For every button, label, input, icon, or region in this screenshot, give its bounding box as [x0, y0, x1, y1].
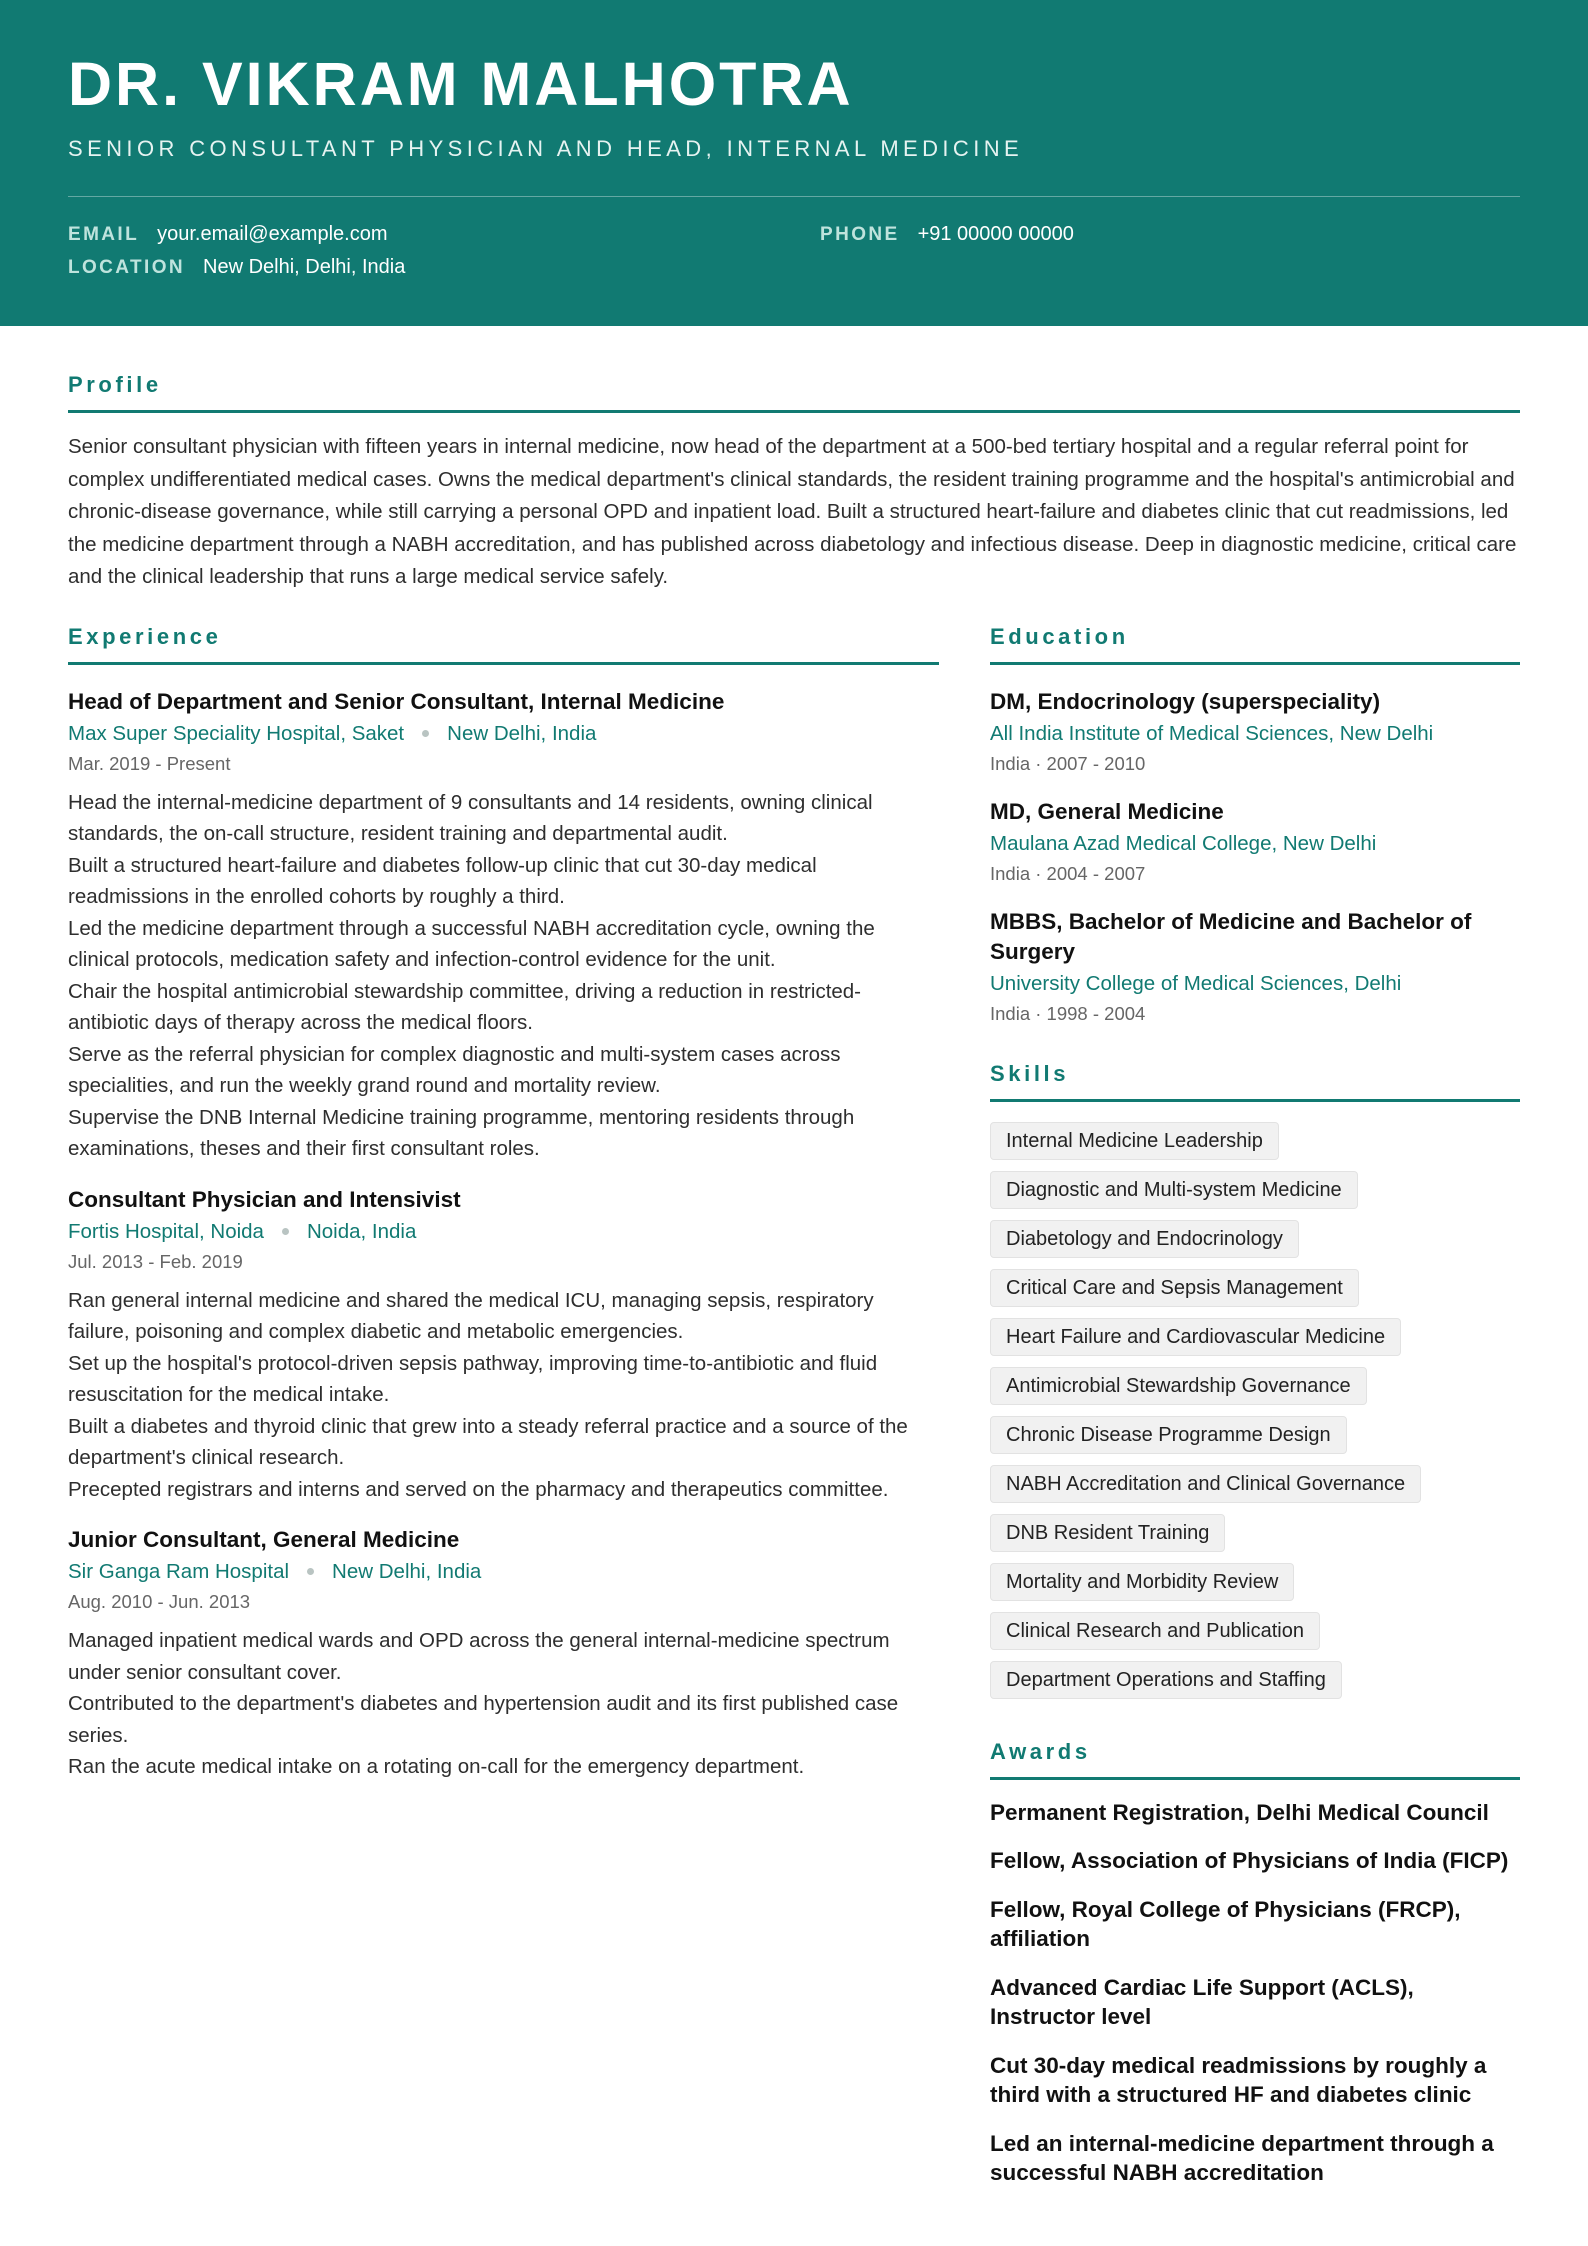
skills-section: [990, 1061, 1520, 1699]
contact-phone: [820, 223, 1520, 246]
job-organization: [68, 1218, 939, 1246]
skill-tag: Department Operations and Staffing: [990, 1661, 1342, 1699]
education-meta: India · 2004 - 2007: [990, 862, 1146, 884]
job-title: Junior Consultant, General Medicine: [68, 1527, 460, 1552]
candidate-name: DR. VIKRAM MALHOTRA: [68, 50, 854, 118]
award-item: Fellow, Association of Physicians of India (FICP): [990, 1848, 1509, 1873]
job-location: New Delhi, India: [447, 721, 597, 745]
skill-tag: Chronic Disease Programme Design: [990, 1416, 1347, 1454]
job-dates: Mar. 2019 - Present: [68, 752, 231, 774]
award-item: Led an internal-medicine department through a successful NABH accreditation: [990, 2130, 1494, 2185]
separator-dot-icon: [422, 730, 429, 737]
education-meta: India · 1998 - 2004: [990, 1002, 1146, 1024]
list-item: Ran general internal medicine and shared the medical ICU, managing sepsis, respiratory failure, poisoning and complex diabetic and metabolic emergencies.: [68, 1288, 874, 1343]
separator-dot-icon: [307, 1568, 314, 1575]
list-item: Built a structured heart-failure and diabetes follow-up clinic that cut 30-day medical readmissions in the enrolled cohorts by roughly a third.: [68, 853, 817, 908]
skill-tag: Antimicrobial Stewardship Governance: [990, 1367, 1367, 1405]
header-divider: [68, 196, 1520, 197]
job-organization: [68, 1558, 939, 1586]
list-item: Contributed to the department's diabetes and hypertension audit and its first published case series.: [68, 1692, 899, 1747]
list-item: Built a diabetes and thyroid clinic that grew into a steady referral practice and a source of the department's clinical research.: [68, 1414, 908, 1469]
employer-name: Fortis Hospital, Noida: [68, 1219, 264, 1243]
school-name: All India Institute of Medical Sciences, New Delhi: [990, 721, 1434, 745]
section-heading: Education: [990, 624, 1520, 665]
education-entry: [990, 907, 1520, 1027]
skill-tag: NABH Accreditation and Clinical Governance: [990, 1465, 1421, 1503]
list-item: Precepted registrars and interns and served on the pharmacy and therapeutics committee.: [68, 1477, 889, 1501]
skill-tag: Internal Medicine Leadership: [990, 1122, 1279, 1160]
contact-location: [68, 256, 820, 279]
list-item: Ran the acute medical intake on a rotating on-call for the emergency department.: [68, 1755, 805, 1778]
education-meta: India · 2007 - 2010: [990, 752, 1146, 774]
section-heading: Skills: [990, 1061, 1520, 1102]
job-location: New Delhi, India: [332, 1560, 482, 1583]
job-dates: Jul. 2013 - Feb. 2019: [68, 1250, 243, 1272]
job-entry: [68, 687, 939, 1165]
list-item: Head the internal-medicine department of 9 consultants and 14 residents, owning clinical standards, the on-call structure, resident training and departmental audit.: [68, 790, 873, 845]
award-item: Fellow, Royal College of Physicians (FRCP), affiliation: [990, 1896, 1461, 1951]
job-organization: [68, 720, 939, 748]
section-heading: Awards: [990, 1739, 1520, 1780]
job-bullets: [68, 1285, 939, 1506]
award-item: Permanent Registration, Delhi Medical Council: [990, 1799, 1489, 1825]
list-item: Serve as the referral physician for complex diagnostic and multi-system cases across specialities, and run the weekly grand round and mortality review.: [68, 1042, 841, 1097]
employer-name: Sir Ganga Ram Hospital: [68, 1560, 290, 1583]
location-value: New Delhi, Delhi, India: [203, 256, 406, 278]
phone-label: PHONE: [820, 224, 900, 245]
job-entry: [68, 1525, 939, 1783]
list-item: Led the medicine department through a successful NABH accreditation cycle, owning the clinical protocols, medication safety and infection-control evidence for the unit.: [68, 916, 875, 971]
award-item: Advanced Cardiac Life Support (ACLS), Instructor level: [990, 1974, 1414, 2029]
separator-dot-icon: [282, 1228, 289, 1235]
skills-list: [990, 1122, 1520, 1699]
degree-name: MBBS, Bachelor of Medicine and Bachelor of Surgery: [990, 908, 1472, 964]
profile-summary: Senior consultant physician with fifteen years in internal medicine, now head of the department at a 500-bed tertiary hospital and a regular referral point for complex undifferentiated medical cases. Owns the medical department's clinical standards, the resident training programme and the hospital's antimicrobial and chronic-disease governance, while still carrying a personal OPD and inpatient load. Built a structured heart-failure and diabetes clinic that cut readmissions, led the medicine department through a NABH accreditation, and has published across diabetology and infectious disease. Deep in diagnostic medicine, critical care and the clinical leadership that runs a large medical service safely.: [68, 435, 1517, 588]
awards-list: [990, 1798, 1520, 2188]
job-bullets: [68, 1625, 939, 1783]
award-item: Cut 30-day medical readmissions by roughly a third with a structured HF and diabetes clinic: [990, 2052, 1487, 2107]
awards-section: [990, 1739, 1520, 2188]
job-title: Consultant Physician and Intensivist: [68, 1186, 461, 1212]
degree-name: MD, General Medicine: [990, 798, 1224, 824]
profile-section: [68, 372, 1520, 594]
contact-email: [68, 223, 820, 246]
education-entry: [990, 687, 1520, 777]
degree-name: DM, Endocrinology (superspeciality): [990, 688, 1381, 714]
skill-tag: Mortality and Morbidity Review: [990, 1563, 1294, 1601]
location-label: LOCATION: [68, 257, 186, 278]
job-location: Noida, India: [306, 1219, 417, 1243]
list-item: Managed inpatient medical wards and OPD across the general internal-medicine spectrum under senior consultant cover.: [68, 1629, 890, 1684]
experience-section: [68, 624, 939, 1783]
candidate-title: SENIOR CONSULTANT PHYSICIAN AND HEAD, INTERNAL MEDICINE: [68, 136, 1024, 161]
skill-tag: Clinical Research and Publication: [990, 1612, 1320, 1650]
contact-info: [68, 223, 1520, 279]
skill-tag: Heart Failure and Cardiovascular Medicine: [990, 1318, 1401, 1356]
skill-tag: Diabetology and Endocrinology: [990, 1220, 1299, 1258]
education-entry: [990, 797, 1520, 887]
section-heading: Experience: [68, 624, 939, 665]
resume-header: [0, 0, 1588, 326]
job-dates: Aug. 2010 - Jun. 2013: [68, 1591, 251, 1612]
right-column: [990, 624, 1520, 2188]
school-name: Maulana Azad Medical College, New Delhi: [990, 831, 1377, 855]
phone-value[interactable]: +91 00000 00000: [917, 223, 1074, 245]
skill-tag: Diagnostic and Multi-system Medicine: [990, 1171, 1358, 1209]
list-item: Chair the hospital antimicrobial stewardship committee, driving a reduction in restricted-antibiotic days of therapy across the medical floors.: [68, 979, 862, 1034]
skill-tag: Critical Care and Sepsis Management: [990, 1269, 1359, 1307]
list-item: Supervise the DNB Internal Medicine training programme, mentoring residents through examinations, theses and their first consultant roles.: [68, 1105, 855, 1160]
resume-body: [0, 372, 1588, 2188]
school-name: University College of Medical Sciences, Delhi: [990, 971, 1402, 995]
email-label: EMAIL: [68, 224, 140, 245]
education-list: [990, 687, 1520, 1027]
skill-tag: DNB Resident Training: [990, 1514, 1225, 1552]
two-column-layout: [68, 624, 1520, 2188]
section-heading: Profile: [68, 372, 1520, 413]
list-item: Set up the hospital's protocol-driven sepsis pathway, improving time-to-antibiotic and fluid resuscitation for the medical intake.: [68, 1351, 878, 1406]
education-section: [990, 624, 1520, 1027]
email-value[interactable]: your.email@example.com: [157, 223, 388, 245]
job-entry: [68, 1185, 939, 1506]
employer-name: Max Super Speciality Hospital, Saket: [68, 721, 405, 745]
left-column: [68, 624, 939, 2188]
job-title: Head of Department and Senior Consultant, Internal Medicine: [68, 688, 725, 714]
job-bullets: [68, 787, 939, 1165]
